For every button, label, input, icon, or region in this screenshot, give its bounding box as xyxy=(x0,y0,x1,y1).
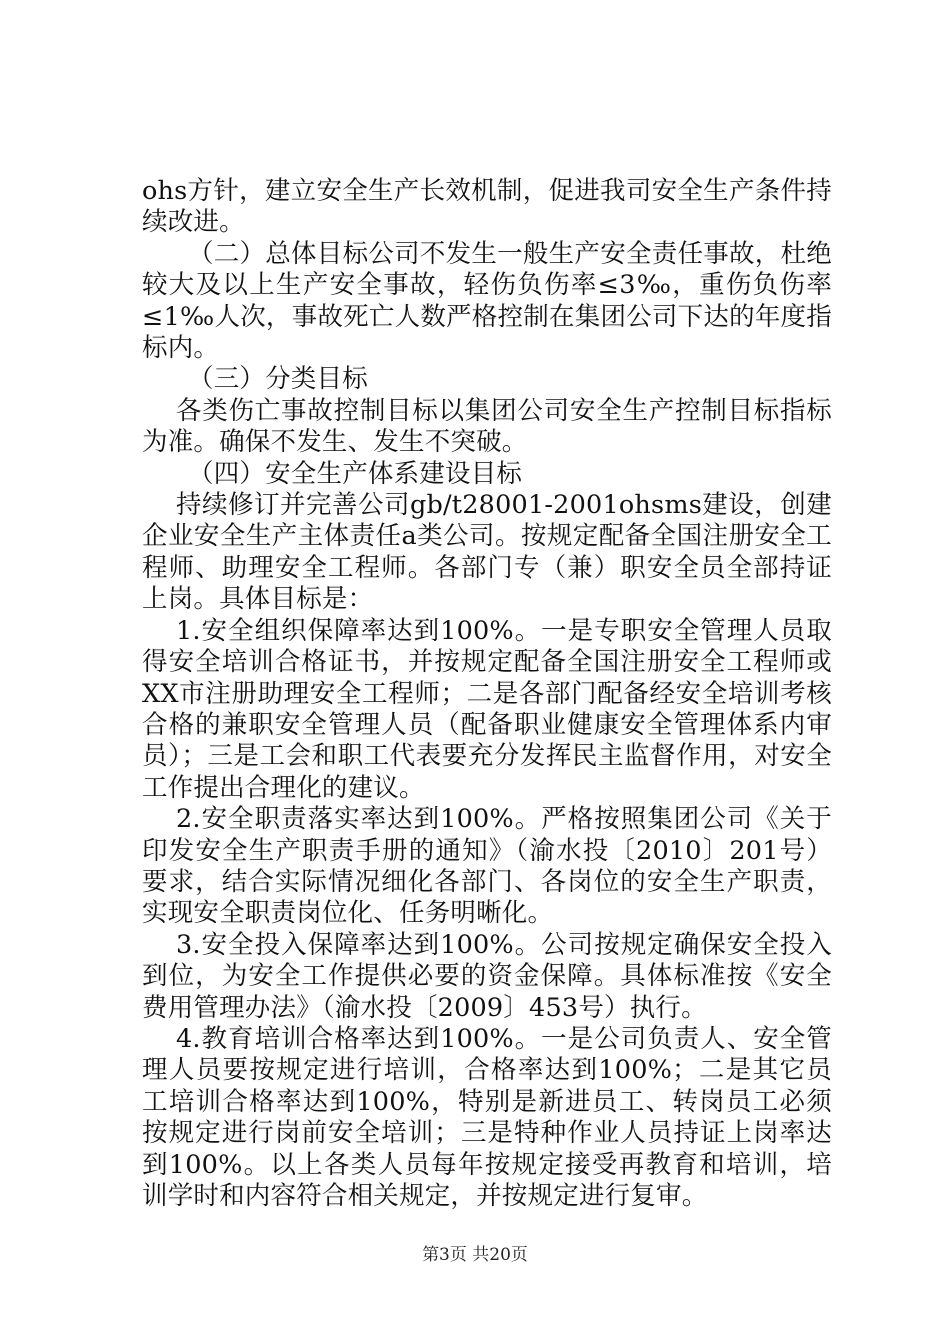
paragraph-item-4: 4.教育培训合格率达到100%。一是公司负责人、安全管理人员要按规定进行培训，合格率达到100%；二是其它员工培训合格率达到100%，特别是新进员工、转岗员工必须按规定进行岗前安全培训；三是特种作业人员持证上岗率达到100%。以上各类人员每年按规定接受再教育和培训，培训学时和内容符合相关规定，并按规定进行复审。 xyxy=(142,1023,832,1211)
paragraph-overall-target: （二）总体目标公司不发生一般生产安全责任事故，杜绝较大及以上生产安全事故，轻伤负伤率≤3‰，重伤负伤率≤1‰人次，事故死亡人数严格控制在集团公司下达的年度指标内。 xyxy=(142,238,832,364)
paragraph-item-1: 1.安全组织保障率达到100%。一是专职安全管理人员取得安全培训合格证书，并按规定配备全国注册安全工程师或XX市注册助理安全工程师；二是各部门配备经安全培训考核合格的兼职安全管理人员（配备职业健康安全管理体系内审员）；三是工会和职工代表要充分发挥民主监督作用，对安全工作提出合理化的建议。 xyxy=(142,615,832,803)
paragraph-item-3: 3.安全投入保障率达到100%。公司按规定确保安全投入到位，为安全工作提供必要的资金保障。具体标准按《安全费用管理办法》（渝水投〔2009〕453号）执行。 xyxy=(142,929,832,1023)
heading-category-targets: （三）分类目标 xyxy=(188,364,368,395)
page-number-footer: 第3页 共20页 xyxy=(422,1245,528,1265)
paragraph-system-targets: 持续修订并完善公司gb/t28001-2001ohsms建设，创建企业安全生产主体责任a类公司。按规定配备全国注册安全工程师、助理安全工程师。各部门专（兼）职安全员全部持证上岗。具体目标是： xyxy=(142,490,832,615)
paragraph-item-2: 2.安全职责落实率达到100%。严格按照集团公司《关于印发安全生产职责手册的通知》（渝水投〔2010〕201号）要求，结合实际情况细化各部门、各岗位的安全生产职责，实现安全职责岗位化、任务明晰化。 xyxy=(142,804,832,929)
document-body xyxy=(142,176,832,1212)
heading-system-targets: （四）安全生产体系建设目标 xyxy=(188,458,523,489)
paragraph-category-targets: 各类伤亡事故控制目标以集团公司安全生产控制目标指标为准。确保不发生、发生不突破。 xyxy=(142,395,832,458)
paragraph-ohs-policy: ohs方针，建立安全生产长效机制，促进我司安全生产条件持续改进。 xyxy=(142,176,832,238)
